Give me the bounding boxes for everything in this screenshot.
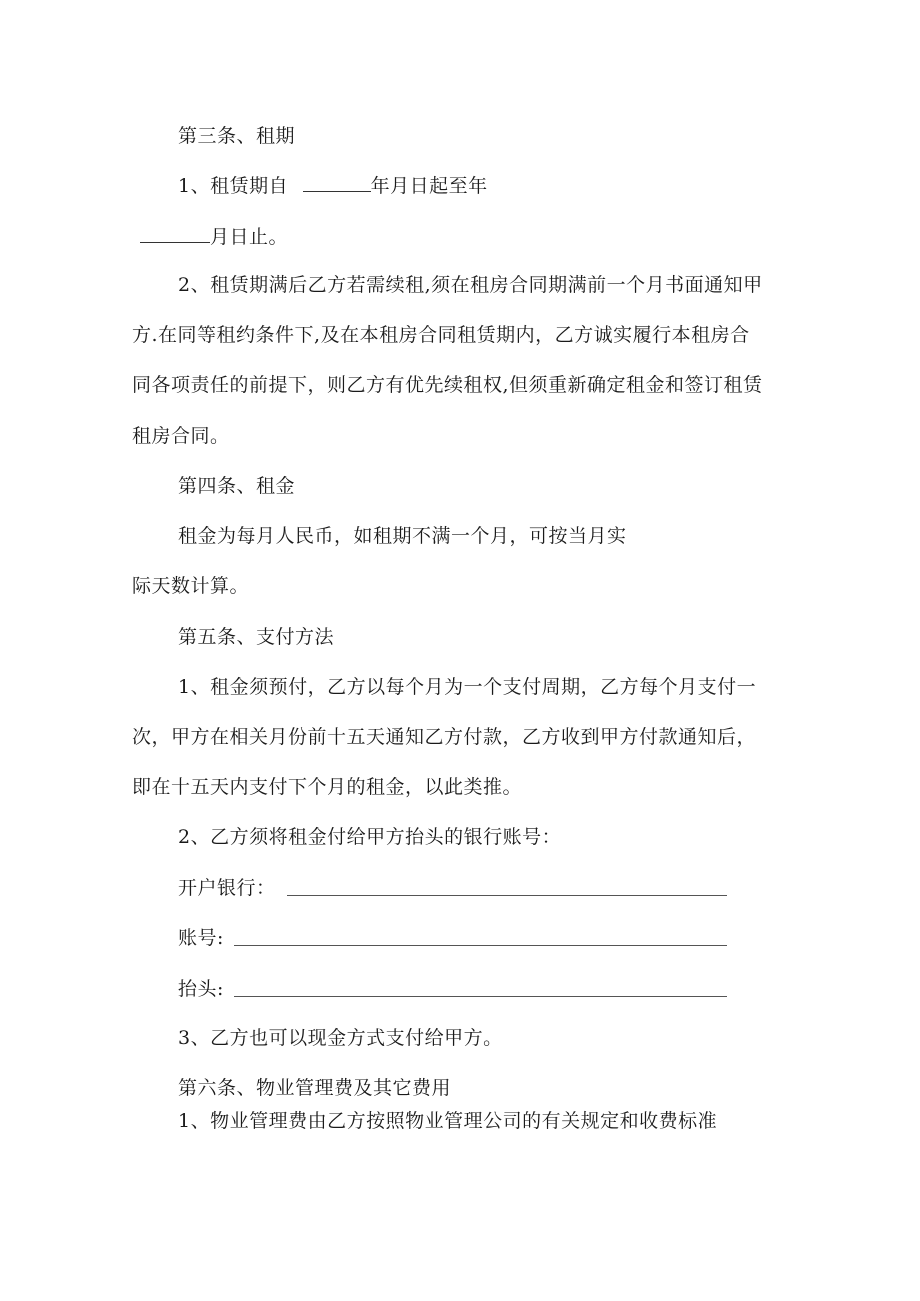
item-1-mid: 年月日起至年 xyxy=(370,175,488,197)
article-5-item-1-line-2: 次，甲方在相关月份前十五天通知乙方付款，乙方收到甲方付款通知后， xyxy=(132,726,757,748)
account-label: 账号: xyxy=(178,927,224,949)
article-5-item-1-line-1: 1、租金须预付，乙方以每个月为一个支付周期，乙方每个月支付一 xyxy=(178,676,757,698)
article-4-line-1: 租金为每月人民币，如租期不满一个月，可按当月实 xyxy=(178,525,627,547)
article-6-item-1: 1、物业管理费由乙方按照物业管理公司的有关规定和收费标准 xyxy=(178,1110,718,1132)
start-date-blank[interactable] xyxy=(303,173,371,192)
article-4-heading: 第四条、租金 xyxy=(178,475,296,497)
article-3-item-2-line-1: 2、租赁期满后乙方若需续租,须在租房合同期满前一个月书面通知甲 xyxy=(178,274,763,296)
article-3-item-2-line-2: 方.在同等租约条件下,及在本租房合同租赁期内，乙方诚实履行本租房合 xyxy=(132,324,750,346)
article-3-item-1-cont xyxy=(140,224,288,250)
bank-label: 开户银行： xyxy=(178,877,276,899)
account-number-field[interactable] xyxy=(234,945,727,946)
article-5-heading: 第五条、支付方法 xyxy=(178,626,335,648)
end-date-blank[interactable] xyxy=(140,224,210,243)
payee-field[interactable] xyxy=(234,996,727,997)
article-4-line-2: 际天数计算。 xyxy=(132,575,250,597)
article-3-item-2-line-4: 租房合同。 xyxy=(132,425,230,447)
article-3-item-1 xyxy=(178,173,488,199)
bank-name-field[interactable] xyxy=(287,895,727,896)
item-1-end: 月日止。 xyxy=(210,226,289,248)
article-5-item-2: 2、乙方须将租金付给甲方抬头的银行账号： xyxy=(178,826,562,848)
payee-label: 抬头: xyxy=(178,978,224,1000)
article-3-item-2-line-3: 同各项责任的前提下，则乙方有优先续租权,但须重新确定租金和签订租赁 xyxy=(132,374,763,396)
article-5-item-1-line-3: 即在十五天内支付下个月的租金，以此类推。 xyxy=(132,776,523,798)
article-3-heading: 第三条、租期 xyxy=(178,125,296,147)
item-1-prefix: 1、租赁期自 xyxy=(178,175,289,197)
article-5-item-3: 3、乙方也可以现金方式支付给甲方。 xyxy=(178,1027,503,1049)
article-6-heading: 第六条、物业管理费及其它费用 xyxy=(178,1077,452,1099)
